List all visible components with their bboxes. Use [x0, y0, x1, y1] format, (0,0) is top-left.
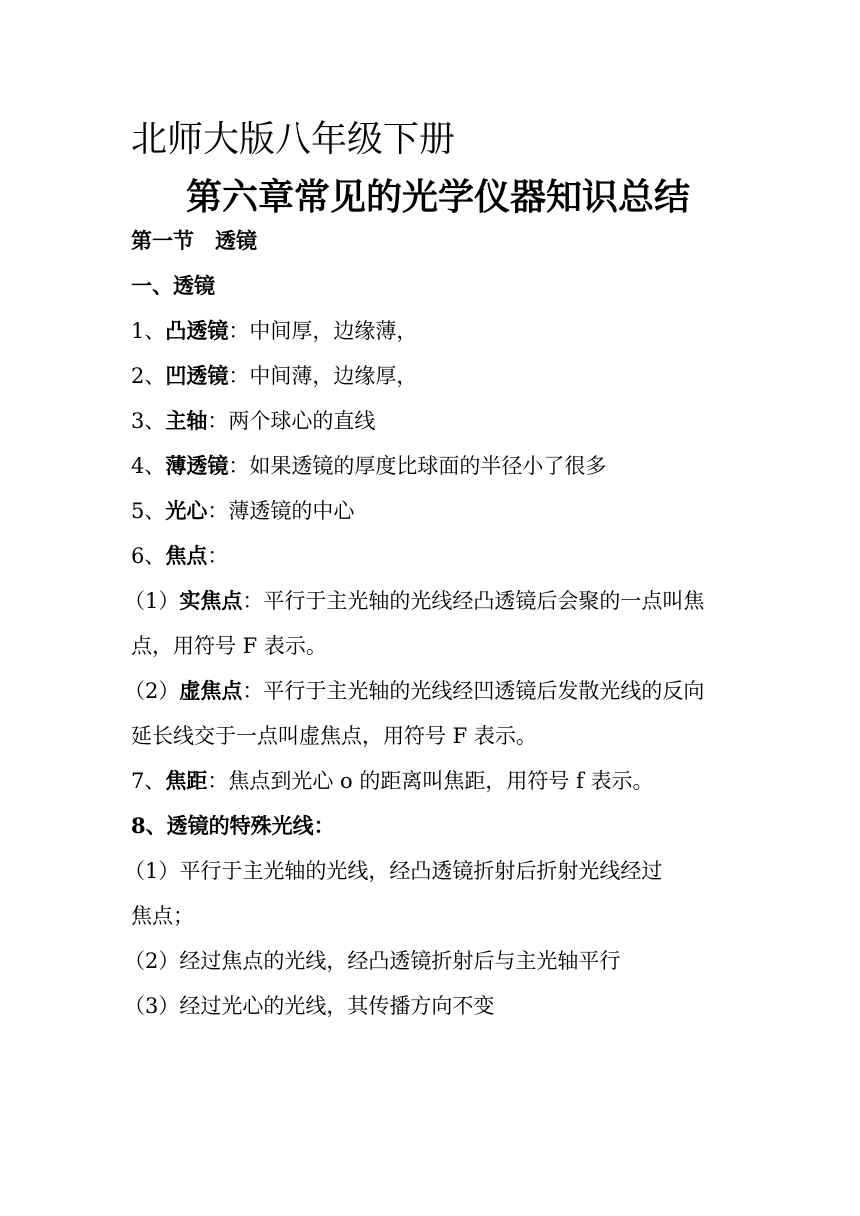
sub-term: 实焦点 — [179, 588, 243, 613]
item-convex-lens — [131, 316, 417, 346]
item-number: 7、 — [131, 769, 166, 793]
item-main-axis — [131, 406, 375, 436]
item-focus — [131, 541, 228, 571]
sub-text: ：平行于主光轴的光线经凸透镜后会聚的一点叫焦 — [242, 589, 705, 613]
real-focus-line2: 点，用符号 F 表示。 — [131, 634, 327, 658]
item-text: ： — [207, 544, 229, 568]
item-number: 2、 — [131, 364, 166, 388]
special-ray-1-line2: 焦点； — [131, 904, 194, 928]
item-concave-lens — [131, 361, 417, 391]
item-term: 凹透镜 — [165, 363, 229, 388]
item-focal-length — [131, 766, 654, 796]
item-number: 3、 — [131, 409, 166, 433]
document-title: 北师大版八年级下册 — [131, 119, 456, 160]
item-text: ：如果透镜的厚度比球面的半径小了很多 — [228, 454, 607, 478]
special-rays-heading: 8、透镜的特殊光线： — [131, 813, 335, 838]
special-ray-1-line1: （1）平行于主光轴的光线，经凸透镜折射后折射光线经过 — [124, 859, 663, 883]
item-number: 6、 — [131, 544, 166, 568]
chapter-title: 第六章常见的光学仪器知识总结 — [186, 176, 691, 218]
item-text: ：薄透镜的中心 — [207, 499, 355, 523]
item-text: ：中间厚，边缘薄， — [228, 319, 418, 343]
sub-term: 虚焦点 — [179, 678, 243, 703]
sub-text: ：平行于主光轴的光线经凹透镜后发散光线的反向 — [242, 679, 705, 703]
section-heading: 第一节 透镜 — [131, 228, 257, 253]
virtual-focus-line2: 延长线交于一点叫虚焦点，用符号 F 表示。 — [131, 724, 537, 748]
item-text: ：两个球心的直线 — [207, 409, 376, 433]
item-text: ：中间薄，边缘厚， — [228, 364, 418, 388]
item-number: 4、 — [131, 454, 166, 478]
sub-number: （2） — [124, 679, 180, 703]
item-term: 主轴 — [165, 408, 208, 433]
item-thin-lens — [131, 451, 606, 481]
sub-number: （1） — [124, 589, 180, 613]
item-term: 焦点 — [165, 543, 208, 568]
real-focus-line1 — [124, 586, 704, 616]
special-ray-2: （2）经过焦点的光线，经凸透镜折射后与主光轴平行 — [124, 949, 621, 973]
lens-heading: 一、透镜 — [131, 273, 215, 298]
item-text: ：焦点到光心 o 的距离叫焦距，用符号 f 表示。 — [207, 769, 654, 793]
special-ray-3: （3）经过光心的光线，其传播方向不变 — [124, 994, 495, 1018]
item-optical-center — [131, 496, 354, 526]
item-number: 1、 — [131, 319, 166, 343]
virtual-focus-line1 — [124, 676, 704, 706]
item-number: 5、 — [131, 499, 166, 523]
item-term: 薄透镜 — [165, 453, 229, 478]
item-term: 凸透镜 — [165, 318, 229, 343]
item-term: 焦距 — [165, 768, 208, 793]
item-term: 光心 — [165, 498, 208, 523]
